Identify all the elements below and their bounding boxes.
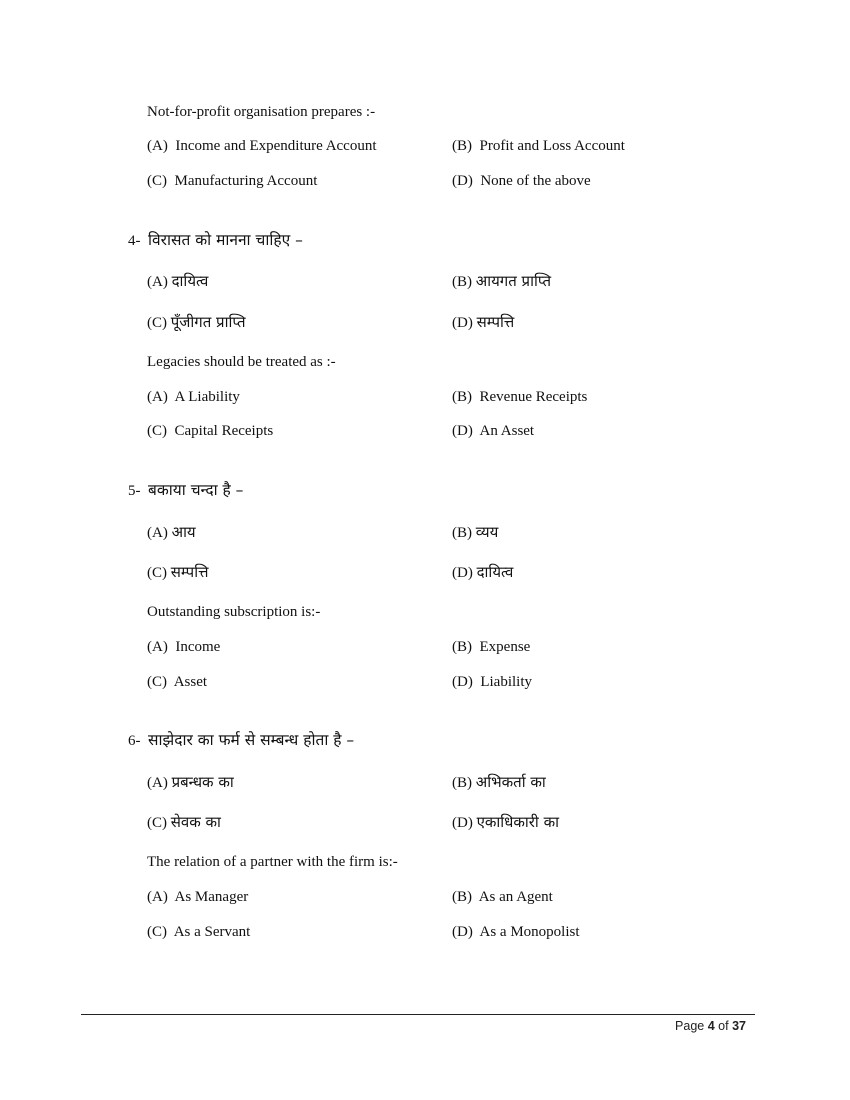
question-text: साझेदार का फर्म से सम्बन्ध होता है –	[148, 731, 355, 749]
option-letter: (B)	[452, 775, 472, 791]
option-text: आयगत प्राप्ति	[475, 272, 552, 290]
option-text: प्रबन्धक का	[171, 773, 234, 791]
option-text: अभिकर्ता का	[475, 773, 546, 791]
option-letter: (D)	[452, 423, 473, 439]
q4-hi-option-d	[452, 313, 514, 332]
q5-hi-option-b	[452, 523, 498, 542]
q5-en-option-b	[452, 638, 530, 656]
option-text: As a Servant	[173, 924, 251, 940]
option-letter: (A)	[147, 775, 168, 791]
option-letter: (C)	[147, 565, 167, 581]
option-text: A Liability	[174, 389, 240, 405]
option-letter: (C)	[147, 924, 167, 940]
q6-hi-option-b	[452, 773, 546, 792]
option-letter: (B)	[452, 639, 472, 655]
option-letter: (C)	[147, 423, 167, 439]
q4-en-question: Legacies should be treated as :-	[147, 354, 336, 370]
option-text: पूँजीगत प्राप्ति	[170, 313, 246, 331]
option-text: An Asset	[479, 423, 535, 439]
option-text: Capital Receipts	[174, 423, 274, 439]
q4-hi-option-a	[147, 272, 208, 291]
q4-en-option-a	[147, 388, 240, 406]
option-letter: (B)	[452, 138, 472, 154]
q5-en-question: Outstanding subscription is:-	[147, 604, 321, 620]
q4-en-option-c	[147, 422, 273, 440]
q4-en-option-d	[452, 422, 534, 440]
option-letter: (C)	[147, 315, 167, 331]
option-text: Manufacturing Account	[174, 173, 318, 189]
option-text: As a Monopolist	[479, 924, 580, 940]
q5-en-option-d	[452, 673, 532, 691]
total-pages: 37	[732, 1019, 746, 1033]
option-text: Profit and Loss Account	[479, 138, 625, 154]
option-letter: (B)	[452, 389, 472, 405]
option-letter: (D)	[452, 674, 473, 690]
of-label: of	[718, 1019, 729, 1033]
option-letter: (B)	[452, 274, 472, 290]
option-letter: (A)	[147, 138, 168, 154]
option-text: As an Agent	[478, 889, 553, 905]
q6-hi-option-a	[147, 773, 234, 792]
q4-hi-option-b	[452, 272, 551, 291]
option-letter: (A)	[147, 525, 168, 541]
option-text: आय	[171, 523, 196, 541]
option-text: दायित्व	[476, 563, 514, 581]
option-letter: (A)	[147, 639, 168, 655]
q5-en-option-c	[147, 673, 207, 691]
question-text: बकाया चन्दा है –	[148, 481, 244, 499]
q3-en-option-a	[147, 137, 377, 155]
question-text: विरासत को मानना चाहिए –	[148, 231, 303, 249]
option-letter: (A)	[147, 389, 168, 405]
option-text: सम्पत्ति	[170, 563, 209, 581]
option-letter: (D)	[452, 565, 473, 581]
q6-hi-question	[128, 731, 354, 750]
option-text: None of the above	[480, 173, 591, 189]
option-text: Liability	[480, 674, 532, 690]
option-text: Expense	[479, 639, 531, 655]
option-text: सम्पत्ति	[476, 313, 515, 331]
option-letter: (D)	[452, 924, 473, 940]
q4-hi-option-c	[147, 313, 246, 332]
q4-en-option-b	[452, 388, 587, 406]
page-number	[675, 1019, 746, 1033]
q5-en-option-a	[147, 638, 220, 656]
option-letter: (A)	[147, 274, 168, 290]
q6-hi-option-c	[147, 813, 221, 832]
option-letter: (B)	[452, 525, 472, 541]
option-letter: (D)	[452, 315, 473, 331]
option-letter: (D)	[452, 173, 473, 189]
q5-hi-option-c	[147, 563, 208, 582]
page-label: Page	[675, 1019, 705, 1033]
q3-en-option-c	[147, 172, 317, 190]
q6-en-question: The relation of a partner with the firm is:-	[147, 854, 398, 870]
option-text: As Manager	[174, 889, 249, 905]
footer-divider	[81, 1014, 755, 1015]
question-number: 4-	[128, 233, 141, 249]
option-text: Income	[175, 639, 221, 655]
q6-en-option-d	[452, 923, 580, 941]
q4-hi-question	[128, 231, 303, 250]
option-text: दायित्व	[171, 272, 209, 290]
option-text: Revenue Receipts	[479, 389, 588, 405]
q5-hi-question	[128, 481, 243, 500]
q5-hi-option-a	[147, 523, 196, 542]
option-text: सेवक का	[170, 813, 221, 831]
option-text: Income and Expenditure Account	[175, 138, 377, 154]
q6-en-option-c	[147, 923, 250, 941]
q3-en-question: Not-for-profit organisation prepares :-	[147, 104, 376, 120]
option-letter: (C)	[147, 815, 167, 831]
question-number: 5-	[128, 483, 141, 499]
q6-en-option-b	[452, 888, 553, 906]
option-letter: (C)	[147, 173, 167, 189]
q5-hi-option-d	[452, 563, 513, 582]
q3-en-option-d	[452, 172, 591, 190]
option-letter: (C)	[147, 674, 167, 690]
option-letter: (A)	[147, 889, 168, 905]
q3-en-option-b	[452, 137, 625, 155]
current-page: 4	[707, 1019, 715, 1033]
option-text: एकाधिकारी का	[476, 813, 559, 831]
option-text: व्यय	[475, 523, 499, 541]
option-text: Asset	[173, 674, 208, 690]
q6-en-option-a	[147, 888, 248, 906]
option-letter: (B)	[452, 889, 472, 905]
question-number: 6-	[128, 733, 141, 749]
option-letter: (D)	[452, 815, 473, 831]
q6-hi-option-d	[452, 813, 559, 832]
